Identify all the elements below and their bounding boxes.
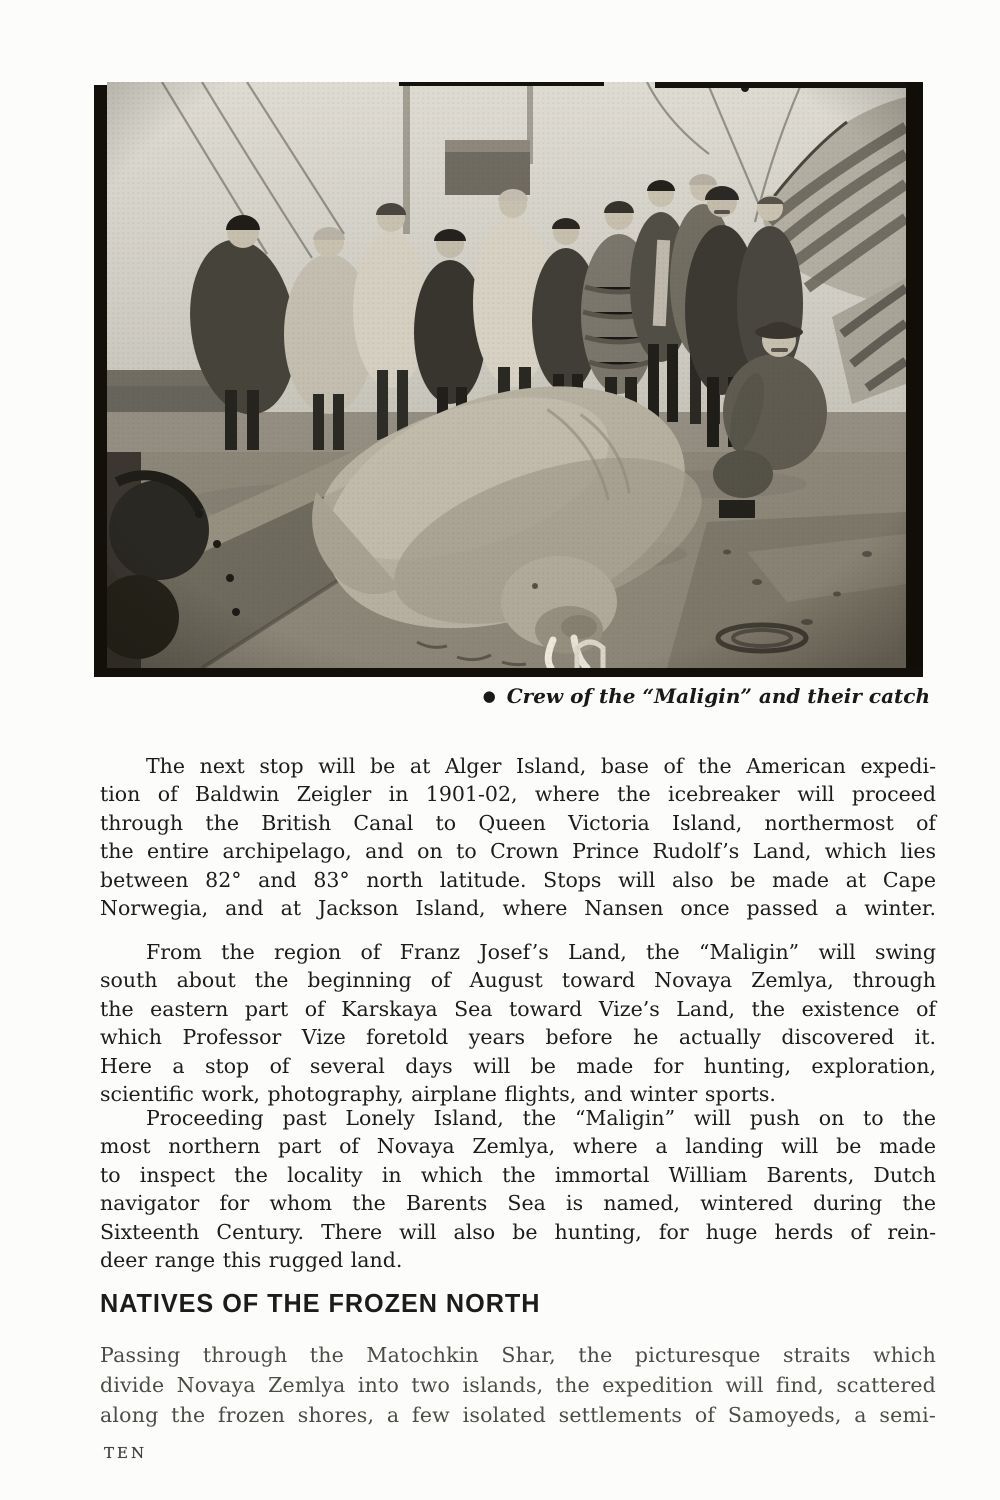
text-line: navigator for whom the Barents Sea is named, wintered during the [100, 1191, 936, 1216]
text-line: Proceeding past Lonely Island, the “Maligin” will push on to the [146, 1106, 936, 1130]
caption-bullet-icon: ● [482, 687, 496, 705]
text-line: along the frozen shores, a few isolated settlements of Samoyeds, a semi- [100, 1403, 936, 1427]
text-line: which Professor Vize foretold years before he actually discovered it. [100, 1025, 936, 1050]
text-line: between 82° and 83° north latitude. Stops will also be made at Cape [100, 867, 936, 892]
photo-border-bottom [94, 668, 923, 677]
text-line: the eastern part of Karskaya Sea toward Vize’s Land, the existence of [100, 996, 936, 1021]
photo-caption [483, 684, 930, 708]
crew-and-walrus-illustration [107, 82, 906, 668]
caption-text: Crew of the “Maligin” and their catch [506, 684, 930, 708]
paragraph-2 [100, 938, 936, 1108]
photo-image [107, 82, 906, 668]
text-line: Sixteenth Century. There will also be hunting, for huge herds of rein- [100, 1219, 936, 1244]
text-line: scientific work, photography, airplane flights, and winter sports. [100, 1082, 776, 1107]
text-line: Here a stop of several days will be made for hunting, exploration, [100, 1053, 936, 1078]
text-line: Passing through the Matochkin Shar, the picturesque straits which [100, 1343, 936, 1367]
photograph-frame [94, 82, 923, 677]
text-line: the entire archipelago, and on to Crown Prince Rudolf’s Land, which lies [100, 839, 936, 864]
text-line: to inspect the locality in which the immortal William Barents, Dutch [100, 1162, 936, 1187]
text-line: tion of Baldwin Zeigler in 1901-02, where the icebreaker will proceed [100, 782, 936, 807]
text-line: deer range this rugged land. [100, 1248, 403, 1273]
photo-border-top-mark [655, 82, 906, 88]
page-number: TEN [104, 1444, 148, 1462]
text-line: through the British Canal to Queen Victoria Island, northermost of [100, 810, 936, 835]
text-line: divide Novaya Zemlya into two islands, the expedition will find, scattered [100, 1373, 936, 1397]
text-line: The next stop will be at Alger Island, base of the American expedi- [146, 754, 936, 778]
photo-border-right [906, 82, 923, 677]
paragraph-4 [100, 1340, 936, 1430]
text-line: most northern part of Novaya Zemlya, where a landing will be made [100, 1134, 936, 1159]
text-line: Norwegia, and at Jackson Island, where Nansen once passed a winter. [100, 896, 936, 921]
paragraph-3 [100, 1104, 936, 1274]
section-heading: NATIVES OF THE FROZEN NORTH [100, 1288, 541, 1318]
text-line: south about the beginning of August toward Novaya Zemlya, through [100, 968, 936, 993]
photo-border-top-mark [399, 82, 604, 86]
photo-border-left [94, 85, 107, 677]
paragraph-1 [100, 752, 936, 922]
text-line: From the region of Franz Josef’s Land, the “Maligin” will swing [146, 940, 936, 964]
